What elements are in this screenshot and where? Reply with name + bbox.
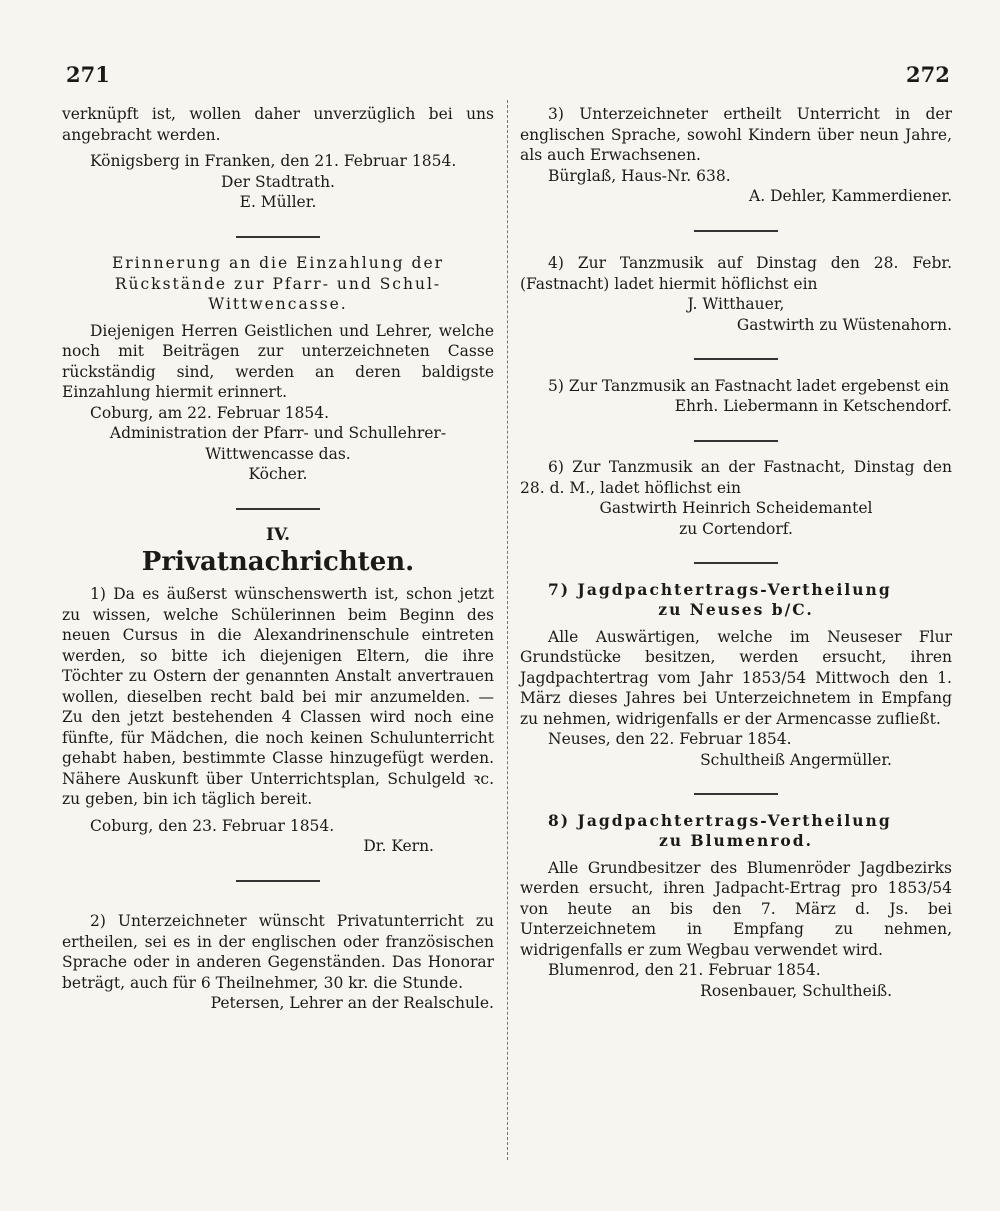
separator-rule xyxy=(520,780,952,801)
notice-6-text: 6) Zur Tanzmusik an der Fastnacht, Dinstag den 28. d. M., ladet höflichst ein xyxy=(520,458,952,497)
section-title: Privatnachrichten. xyxy=(141,546,415,577)
notice-8-title: 8) Jagdpachtertrags-Vertheilung xyxy=(548,810,892,830)
notice-3-signature: A. Dehler, Kammerdiener. xyxy=(749,187,952,205)
notice-8-subtitle: zu Blumenrod. xyxy=(659,831,813,850)
notice-5-signature: Ehrh. Liebermann in Ketschendorf. xyxy=(674,397,952,415)
separator-rule xyxy=(62,867,494,888)
column-divider xyxy=(507,100,508,1160)
left-column xyxy=(62,104,494,1014)
notice-3-text: 3) Unterzeichneter ertheilt Unterricht in der englischen Sprache, sowohl Kindern über neun Jahre, als auch Erwachsenen. xyxy=(520,105,952,164)
reminder-signature-name: Köcher. xyxy=(248,465,308,483)
intro-signature-name: E. Müller. xyxy=(239,193,317,211)
notice-4-signature-place: Gastwirth zu Wüstenahorn. xyxy=(736,315,952,334)
notice-1-text: 1) Da es äußerst wünschenswerth ist, schon jetzt zu wissen, welche Schülerinnen beim Beginn des neuen Cursus in die Alexandrinenschule eintreten werden, so bitte ich diejenigen Eltern, die ihre Töchter zu Ostern der genannten Anstalt anvertrauen wollen, dieselben recht bald bei mir anzumelden. — Zu den jetzt bestehenden 4 Classen wird noch eine fünfte, für Mädchen, die noch keinen Schulunterricht gehabt haben, bestimmte Classe hinzugefügt werden. Nähere Auskunft über Unterrichtsplan, Schulgeld ꝛc. zu geben, bin ich täglich bereit. xyxy=(62,585,494,808)
separator-rule xyxy=(520,549,952,570)
notice-4-text: 4) Zur Tanzmusik auf Dinstag den 28. Febr. (Fastnacht) ladet hiermit höflichst ein xyxy=(520,254,952,293)
reminder-signature-body: Administration der Pfarr- und Schullehrer-Wittwencasse das. xyxy=(109,424,447,463)
notice-4-signature-name: J. Witthauer, xyxy=(687,295,785,313)
notice-5-text: 5) Zur Tanzmusik an Fastnacht ladet ergebenst ein xyxy=(548,376,950,395)
notice-3-address: Bürglaß, Haus-Nr. 638. xyxy=(548,166,731,185)
notice-2-text: 2) Unterzeichneter wünscht Privatunterricht zu ertheilen, sei es in der englischen oder französischen Sprache oder in anderen Gegenständen. Das Honorar beträgt, auch für 6 Theilnehmer, 30 kr. die Stunde. xyxy=(62,912,494,992)
section-number: IV. xyxy=(265,525,291,545)
notice-2-signature: Petersen, Lehrer an der Realschule. xyxy=(210,994,494,1012)
notice-7-text: Alle Auswärtigen, welche im Neuseser Flur Grundstücke besitzen, werden ersucht, ihren Jagdpachtertrag vom Jahr 1853/54 Mittwoch den 1. März dieses Jahres bei Unterzeichnetem in Empfang zu nehmen, widrigenfalls er der Armencasse zufließt. xyxy=(520,627,952,728)
reminder-title: Erinnerung an die Einzahlung der Rückstände zur Pfarr- und Schul-Wittwencasse. xyxy=(111,254,445,313)
intro-date: Königsberg in Franken, den 21. Februar 1854. xyxy=(90,152,457,170)
notice-6-signature-name: Gastwirth Heinrich Scheidemantel xyxy=(599,499,873,517)
notice-1-signature: Dr. Kern. xyxy=(363,837,434,855)
page-number-right: 272 xyxy=(906,62,950,87)
notice-1-date: Coburg, den 23. Februar 1854. xyxy=(90,816,335,835)
notice-7-subtitle: zu Neuses b/C. xyxy=(658,600,814,619)
page-number-left: 271 xyxy=(66,62,110,87)
separator-rule xyxy=(520,427,952,448)
right-column xyxy=(520,104,952,1001)
notice-8-text: Alle Grundbesitzer des Blumenröder Jagdbezirks werden ersucht, ihren Jadpacht-Ertrag pro 1853/54 von heute an bis den 7. März d. Js. bei Unterzeichnetem in Empfang zu nehmen, widrigenfalls er zum Wegbau verwendet wird. xyxy=(520,858,952,959)
reminder-date: Coburg, am 22. Februar 1854. xyxy=(90,403,330,422)
notice-8-date: Blumenrod, den 21. Februar 1854. xyxy=(548,961,821,979)
notice-6-signature-place: zu Cortendorf. xyxy=(679,519,793,538)
reminder-text: Diejenigen Herren Geistlichen und Lehrer, welche noch mit Beiträgen zur unterzeichneten Casse rückständig sind, werden an deren baldigste Einzahlung hiermit erinnert. xyxy=(62,321,494,401)
intro-text: verknüpft ist, wollen daher unverzüglich bei uns angebracht werden. xyxy=(62,105,494,144)
separator-rule xyxy=(62,495,494,516)
intro-signature-body: Der Stadtrath. xyxy=(221,172,335,191)
notice-7-signature: Schultheiß Angermüller. xyxy=(700,750,892,769)
notice-7-title: 7) Jagdpachtertrags-Vertheilung xyxy=(548,579,892,599)
separator-rule xyxy=(62,223,494,244)
separator-rule xyxy=(520,345,952,366)
separator-rule xyxy=(520,217,952,238)
notice-7-date: Neuses, den 22. Februar 1854. xyxy=(548,730,792,748)
notice-8-signature: Rosenbauer, Schultheiß. xyxy=(700,981,892,1000)
